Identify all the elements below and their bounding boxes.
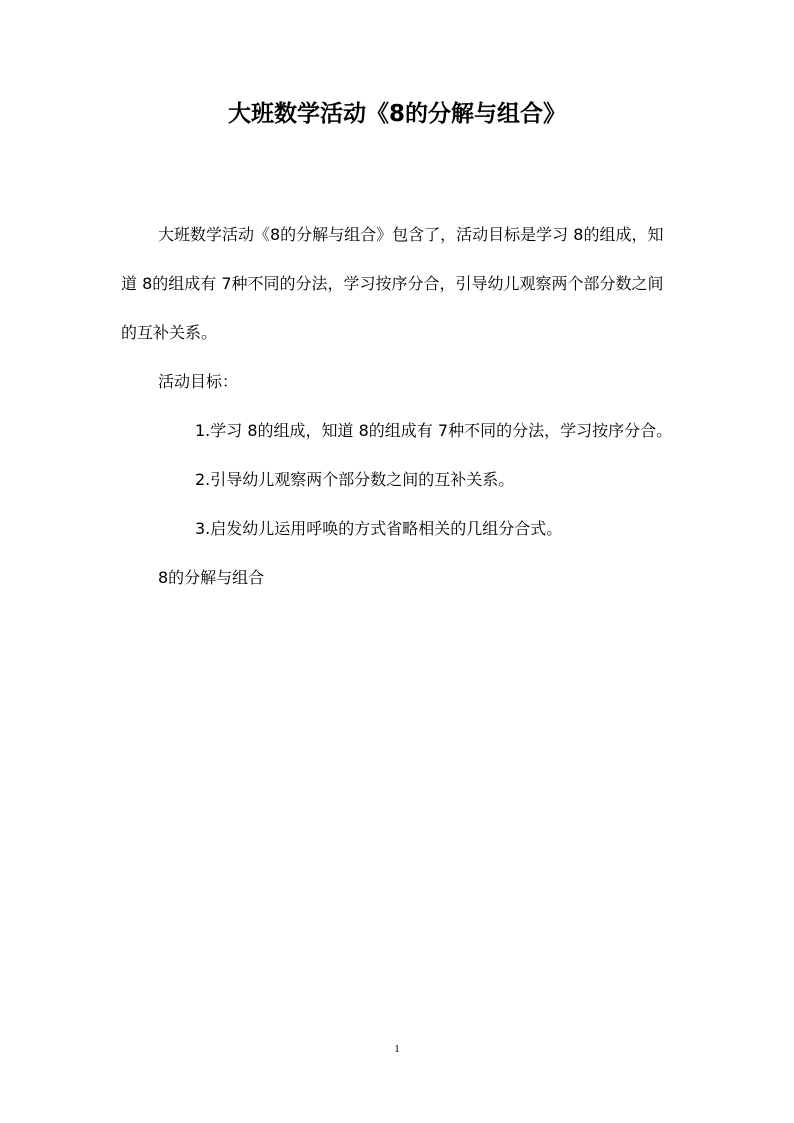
page-number: 1 xyxy=(394,1043,400,1055)
section-heading: 8的分解与组合 xyxy=(158,568,265,587)
document-title: 大班数学活动《8的分解与组合》 xyxy=(227,101,566,127)
goal-item-1: 1.学习 8的组成，知道 8的组成有 7种不同的分法，学习按序分合。 xyxy=(195,421,673,440)
goals-heading: 活动目标： xyxy=(158,372,239,391)
document-body xyxy=(121,210,677,602)
goal-item-2: 2.引导幼儿观察两个部分数之间的互补关系。 xyxy=(195,470,515,489)
intro-paragraph: 大班数学活动《8的分解与组合》包含了，活动目标是学习 8的组成，知道 8的组成有 7种不同的分法，学习按序分合，引导幼儿观察两个部分数之间的互补关系。 xyxy=(121,225,664,342)
goal-item-3: 3.启发幼儿运用呼唤的方式省略相关的几组分合式。 xyxy=(195,519,563,538)
